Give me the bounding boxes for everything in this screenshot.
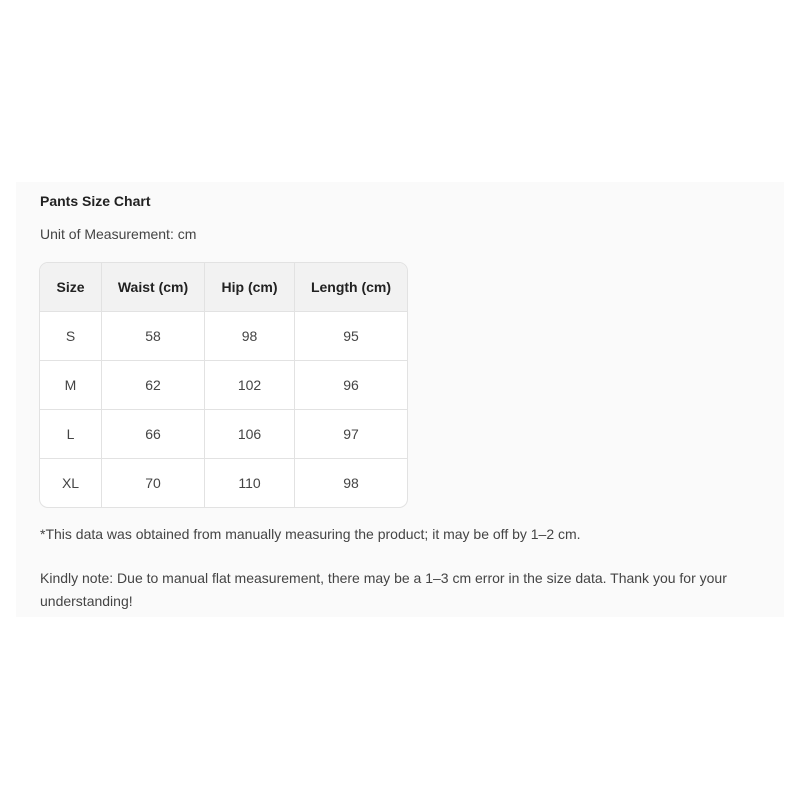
cell-length: 96 <box>295 361 407 410</box>
size-chart-panel <box>16 182 784 617</box>
unit-label: Unit of Measurement: cm <box>40 226 197 242</box>
table-row <box>40 459 407 507</box>
cell-length: 97 <box>295 410 407 459</box>
cell-size: L <box>40 410 102 459</box>
cell-length: 95 <box>295 312 407 361</box>
cell-hip: 98 <box>205 312 295 361</box>
cell-hip: 110 <box>205 459 295 507</box>
size-table <box>39 262 408 508</box>
cell-hip: 102 <box>205 361 295 410</box>
cell-length: 98 <box>343 475 359 491</box>
cell-size: XL <box>40 459 102 507</box>
header-size: Size <box>40 263 102 312</box>
cell-waist: 70 <box>102 459 205 507</box>
cell-waist: 62 <box>102 361 205 410</box>
cell-size: M <box>40 361 102 410</box>
header-hip: Hip (cm) <box>205 263 295 312</box>
cell-size: S <box>40 312 102 361</box>
cell-waist: 58 <box>102 312 205 361</box>
table-row <box>40 361 407 410</box>
table-header-row <box>40 263 407 312</box>
chart-title: Pants Size Chart <box>40 193 151 209</box>
measurement-note: *This data was obtained from manually measuring the product; it may be off by 1–2 cm. <box>40 526 581 542</box>
error-note: Kindly note: Due to manual flat measurement, there may be a 1–3 cm error in the size data. Thank you for your understanding! <box>40 570 727 609</box>
header-waist: Waist (cm) <box>102 263 205 312</box>
header-length: Length (cm) <box>295 263 407 312</box>
table-row <box>40 312 407 361</box>
table-row <box>40 410 407 459</box>
cell-waist: 66 <box>102 410 205 459</box>
cell-hip: 106 <box>205 410 295 459</box>
